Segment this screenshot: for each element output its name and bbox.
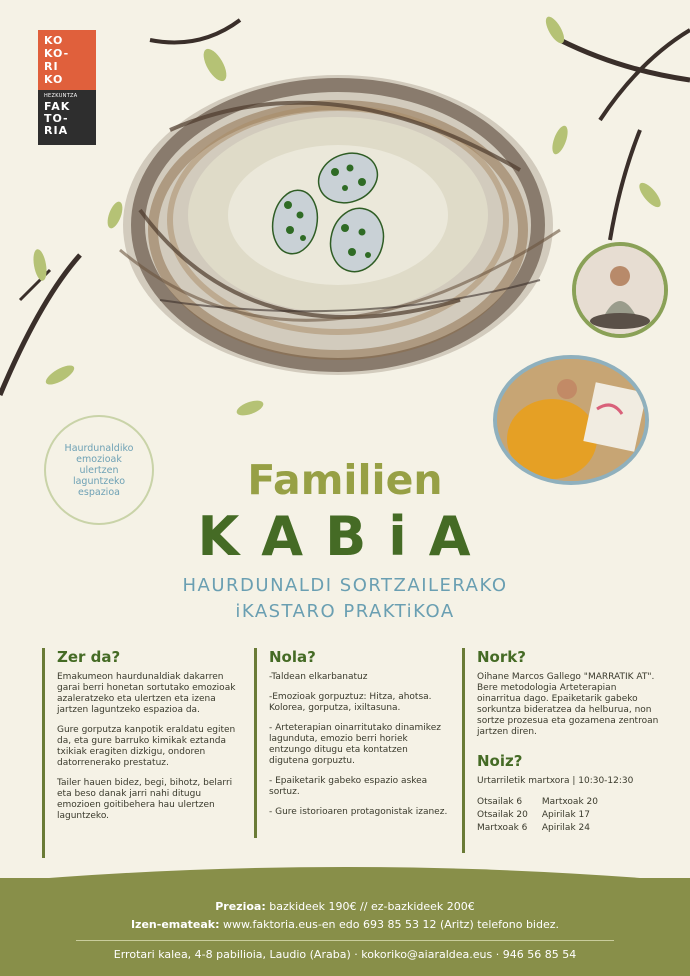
badge-line: laguntzeko	[72, 475, 126, 487]
section-nola	[254, 648, 449, 838]
logo-fak-line: TO-	[44, 112, 69, 125]
price-label: Prezioa:	[215, 900, 266, 913]
noiz-heading: Noiz?	[477, 752, 523, 770]
badge-line: ulertzen	[79, 464, 119, 476]
dates-column-2	[542, 796, 598, 835]
date-item: Martxoak 20	[541, 797, 598, 807]
nola-heading: Nola?	[269, 648, 316, 666]
footer-address[interactable]: Errotari kalea, 4-8 pabilioia, Laudio (Araba) · kokoriko@aiaraldea.eus · 946 56 85 54	[113, 948, 577, 961]
subtitle-line-1: HAURDUNALDI SORTZAILERAKO	[182, 575, 508, 596]
title-familien: Familien	[247, 456, 443, 504]
badge-line: espazioa	[78, 486, 120, 498]
nola-item: -Taldean elkarbanatuz	[269, 672, 368, 682]
badge-line: Haurdunaldiko	[64, 442, 134, 454]
logo-fak-line: FAK	[44, 100, 71, 113]
nola-item: - Gure istorioaren protagonistak izanez.	[269, 807, 448, 817]
footer-divider	[76, 940, 614, 941]
nola-item: -Emozioak gorpuztuz: Hitza, ahotsa. Kolorea, gorputza, ixiltasuna.	[269, 692, 432, 713]
zer-da-paragraph: Emakumeon haurdunaldiak dakarren garai berri honetan sortutako emozioak azaleratzeko eta ulertzen eta izena jartzen laguntzeko espazioa da.	[57, 672, 236, 715]
footer-price	[0, 900, 690, 913]
title-kabia: KABiA	[197, 505, 493, 568]
zer-da-heading: Zer da?	[57, 648, 121, 666]
logo-brand-line: KO	[44, 73, 64, 86]
noiz-dates	[477, 796, 662, 835]
logo-brand-line: RI	[44, 60, 59, 73]
noiz-period: Urtarriletik martxora | 10:30-12:30	[477, 776, 634, 786]
footer-signup	[0, 918, 690, 931]
badge-line: emozioak	[76, 453, 122, 465]
date-item: Martxoak 6	[477, 823, 528, 833]
date-item: Apirilak 24	[541, 823, 590, 833]
subtitle-line-2: iKASTARO PRAKTiKOA	[235, 601, 455, 622]
photo-instructor	[572, 242, 668, 338]
price-text: bazkideek 190€ // ez-bazkideek 200€	[265, 900, 475, 913]
logo-fak-line: RIA	[44, 124, 69, 137]
nola-item: - Arteterapian oinarritutako dinamikez lagunduta, emozio berri horiek entzungo ditugu eta kontatzen digutena gorpuztu.	[269, 723, 441, 766]
signup-text[interactable]: www.faktoria.eus-en edo 693 85 53 12 (Aritz) telefono bidez.	[219, 918, 560, 931]
nork-text: Oihane Marcos Gallego "MARRATIK AT". Bere metodologia Arteterapian oinarritua dago. Epaiketarik gabeko sorkuntza bideratzea da helburua, non sortze prozesua eta gozamena zentroan jartzen diren.	[477, 672, 659, 737]
zer-da-paragraph: Tailer hauen bidez, begi, bihotz, belarri eta beso danak jarri nahi ditugu emozioen goitibehera hau ulertzen laguntzeko.	[57, 778, 233, 821]
signup-label: Izen-emateak:	[130, 918, 220, 931]
nork-heading: Nork?	[477, 648, 526, 666]
logo-small-label: HEZKUNTZA	[44, 93, 78, 99]
section-zer-da	[42, 648, 242, 858]
logo-brand-line: KO	[44, 34, 64, 47]
section-nork-noiz	[462, 648, 662, 853]
dates-column-1	[477, 796, 528, 835]
date-item: Otsailak 20	[477, 810, 528, 820]
date-item: Otsailak 6	[477, 797, 523, 807]
zer-da-paragraph: Gure gorputza kanpotik eraldatu egiten da, eta gure barruko kimikak eztanda txikiak eragiten dizkigu, ondoren datorrenerako prestatuz.	[57, 725, 236, 768]
nola-item: - Epaiketarik gabeko espazio askea sortuz.	[269, 776, 428, 797]
logo-brand-line: KO-	[44, 47, 70, 60]
footer	[0, 878, 690, 976]
date-item: Apirilak 17	[541, 810, 590, 820]
